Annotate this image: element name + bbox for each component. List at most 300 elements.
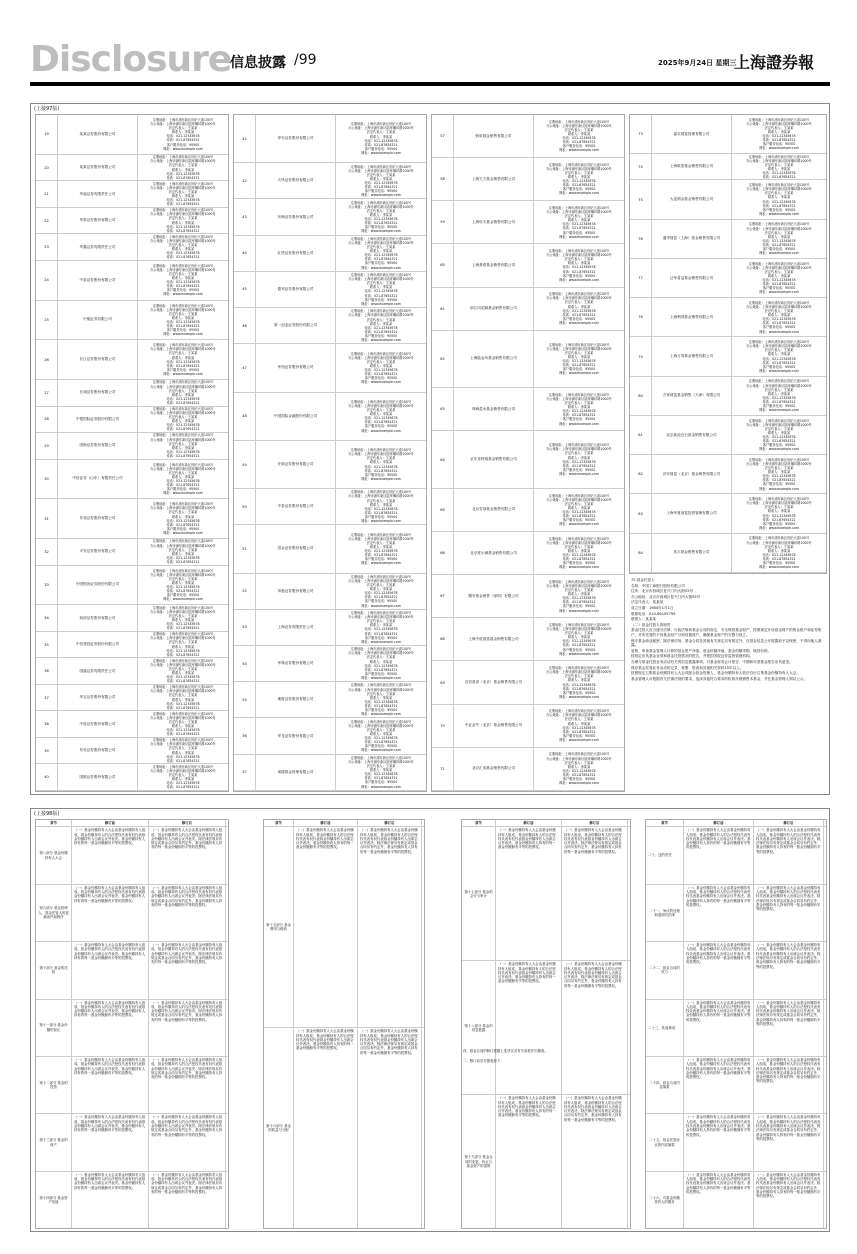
info-line: 客户服务电话：95500 [562, 144, 596, 149]
info-line: 办公地址：上海市浦东新区陆家嘴环路1000号 [746, 462, 812, 466]
info-line: 联系人：李某某 [171, 580, 195, 585]
info-line: 联系人：李某某 [369, 587, 393, 592]
info-line: 办公地址：上海市浦东新区陆家嘴环路1000号 [150, 609, 216, 614]
info-line: 客户服务电话：95500 [762, 246, 796, 251]
info-line: 电话：021-12345678 [562, 222, 596, 227]
chapter-name: 第十二部分 基金的投资 [36, 1057, 72, 1113]
notice-paragraph: 住所：北京市西城区复兴门内大街55号 [631, 589, 694, 594]
info-line: 传真：021-87654321 [166, 228, 200, 233]
chapter-name: 第十一部分 基金份额的登记 [36, 1000, 72, 1056]
info-line: 客户服务电话：95500 [762, 482, 796, 487]
info-line: 电话：021-12345678 [364, 699, 398, 704]
distributor-info [534, 392, 624, 427]
info-line: 网址：www.example.com [759, 211, 799, 216]
info-line: 电话：021-12345678 [364, 627, 398, 632]
row-number: 25 [36, 301, 58, 340]
info-line: 法定代表人：王某某 [366, 359, 396, 364]
distributor-name: 中泰证券股份有限公司 [256, 489, 336, 524]
row-number: 80 [630, 377, 652, 415]
table-row [234, 344, 426, 392]
info-line: 客户服务电话：95500 [762, 403, 796, 408]
info-line: 联系人：李某某 [567, 764, 591, 769]
info-line: 客户服务电话：95500 [364, 635, 398, 640]
info-line: 注册地址：上海市浦东新区世纪大道100号 [548, 119, 610, 124]
distributor-info [336, 236, 426, 271]
distributor-name: 德邦证券股份有限公司 [256, 272, 336, 307]
info-line: 联系人：李某某 [171, 671, 195, 675]
info-line: 法定代表人：王某某 [764, 269, 794, 274]
info-line: 电话：021-12345678 [562, 136, 596, 141]
table-row [234, 574, 426, 610]
distributor-info [732, 117, 826, 152]
distributor-name: 中信证券（山东）有限责任公司 [58, 460, 138, 499]
info-line: 办公地址：上海市浦东新区陆家嘴环路1000号 [546, 166, 612, 171]
distributor-name: 开源证券股份有限公司 [256, 441, 336, 488]
distributor-name: 国联证券股份有限公司 [58, 764, 138, 790]
info-line: 传真：021-87654321 [166, 732, 200, 737]
distributor-info [732, 378, 826, 413]
info-line: 联系人：李某某 [171, 276, 195, 281]
info-line: 办公地址：上海市浦东新区陆家嘴环路1000号 [348, 536, 414, 541]
info-line: 法定代表人：王某某 [366, 583, 396, 588]
table-row [646, 1114, 826, 1171]
table-row [234, 115, 426, 163]
distributor-name: 中泰证券股份有限公司 [58, 261, 138, 300]
table-row [36, 764, 228, 791]
info-line: 法定代表人：王某某 [764, 348, 794, 353]
after-text: （一）基金份额持有人大会由基金份额持有人组成，基金份额持有人的合法授权代表有权代表基金份额持有人出席会议并表决。除法律法规另有规定或基金合同另有约定外，基金份额持有人持有的每一基金份额拥有平等的投票权。 [754, 827, 824, 883]
distributor-info [138, 462, 228, 497]
info-line: 网址：www.example.com [361, 265, 401, 270]
chapter-name: 二十二、基金合同的效力 [646, 942, 684, 998]
info-line: 电话：021-12345678 [762, 474, 796, 479]
info-line: 传真：021-87654321 [166, 705, 200, 710]
info-line: 法定代表人：王某某 [366, 317, 396, 322]
info-line: 办公地址：上海市浦东新区陆家嘴环路1000号 [150, 347, 216, 352]
info-line: 电话：021-12345678 [166, 622, 200, 627]
info-line: 传真：021-87654321 [762, 556, 796, 561]
table-row [234, 441, 426, 489]
info-line: 客户服务电话：95500 [562, 467, 596, 472]
info-line: 客户服务电话：95500 [562, 690, 596, 695]
table-row [36, 155, 228, 182]
info-line: 传真：021-87654321 [364, 221, 398, 226]
table-row [432, 661, 624, 704]
info-line: 注册地址：上海市浦东新区世纪大道100号 [350, 236, 412, 241]
info-line: 办公地址：上海市浦东新区陆家嘴环路1000号 [150, 689, 216, 694]
table-row [646, 1172, 826, 1229]
info-line: 传真：021-87654321 [762, 138, 796, 143]
distributor-info [732, 154, 826, 180]
table-row [234, 755, 426, 791]
table-row [630, 455, 826, 494]
notice-paragraph: 法定代表人：某某某 [631, 600, 664, 605]
info-line: 电话：021-12345678 [762, 395, 796, 400]
distributor-info [534, 665, 624, 700]
distributor-name: 某某证券股份有限公司 [58, 115, 138, 154]
info-line: 联系人：李某某 [567, 549, 591, 554]
info-line: 法定代表人：王某某 [764, 230, 794, 235]
info-line: 法定代表人：王某某 [366, 727, 396, 732]
distributor-info [534, 579, 624, 614]
info-line: 法定代表人：王某某 [764, 387, 794, 392]
info-line: 客户服务电话：95500 [166, 288, 200, 293]
row-number: 54 [234, 646, 256, 681]
info-line: 法定代表人：王某某 [564, 674, 594, 679]
distributor-name: 第一创业证券股份有限公司 [256, 308, 336, 343]
info-line: 电话：021-12345678 [762, 552, 796, 557]
distributor-name: 大连网金基金销售有限公司 [652, 180, 732, 218]
distributor-name: 上海中欧财富基金销售有限公司 [454, 618, 534, 660]
info-line: 传真：021-87654321 [364, 142, 398, 147]
chapter-name: 第十三部分 基金的财产 [36, 1114, 72, 1170]
table-row [432, 201, 624, 244]
row-number: 61 [432, 288, 454, 330]
distributor-name: 中证金牛（北京）基金销售有限公司 [454, 705, 534, 747]
info-line: 办公地址：上海市浦东新区陆家嘴环路1000号 [746, 305, 812, 309]
info-line: 电话：021-12345678 [562, 358, 596, 363]
info-line: 法定代表人：王某某 [764, 162, 794, 167]
info-line: 联系人：李某某 [171, 551, 195, 556]
info-line: 网址：www.example.com [559, 651, 599, 656]
info-line: 法定代表人：王某某 [564, 214, 594, 219]
before-text: （一）基金份额持有人大会由基金份额持有人组成，基金份额持有人的合法授权代表有权代表基金份额持有人出席会议并表决。基金份额持有人持有的每一基金份额拥有平等的投票权。 [496, 1095, 562, 1228]
info-line: 注册地址：上海市浦东新区世纪大道100号 [748, 117, 810, 122]
distributor-info [336, 755, 426, 790]
info-line: 联系人：李某某 [767, 391, 791, 396]
distributor-info [138, 263, 228, 298]
table-row [646, 1000, 826, 1057]
table-row [36, 605, 228, 632]
notice-paragraph: 办理与基金托管业务活动有关的信息披露事项，对基金财务会计报告、中期和年度基金报告出具意见。 [631, 659, 793, 664]
info-line: 法定代表人：王某某 [564, 717, 594, 722]
info-line: 注册地址：上海市浦东新区世纪大道100号 [350, 647, 412, 652]
continued-label: (上接98版) [34, 811, 60, 817]
info-line: 法定代表人：王某某 [564, 588, 594, 593]
column-header: 修订前 [294, 820, 358, 826]
distributor-info [336, 121, 426, 156]
info-line: 法定代表人：王某某 [564, 350, 594, 355]
info-line: 办公地址：上海市浦东新区陆家嘴环路1000号 [348, 759, 414, 764]
chapter-name: 第九部分 基金管理人、基金托管人的更换条件和程序 [36, 885, 72, 941]
info-line: 电话：021-12345678 [562, 459, 596, 464]
info-line: 电话：021-12345678 [166, 198, 200, 203]
info-line: 网址：www.example.com [361, 337, 401, 342]
distributor-info [534, 119, 624, 154]
table-row [630, 220, 826, 259]
info-line: 电话：021-12345678 [562, 725, 596, 730]
distributor-info [732, 300, 826, 335]
row-number: 69 [432, 661, 454, 703]
info-line: 办公地址：上海市浦东新区陆家嘴环路1000号 [746, 501, 812, 506]
info-line: 传真：021-87654321 [364, 372, 398, 377]
info-line: 注册地址：上海市浦东新区世纪大道100号 [548, 249, 610, 254]
row-number: 36 [36, 658, 58, 684]
column-header: 章节 [462, 820, 496, 826]
info-line: 联系人：李某某 [567, 175, 591, 180]
info-line: 办公地址：上海市浦东新区陆家嘴环路1000号 [150, 159, 216, 164]
table-row [36, 234, 228, 261]
info-line: 注册地址：上海市浦东新区世纪大道100号 [350, 574, 412, 579]
page-number: /99 [294, 52, 317, 68]
table-row [432, 158, 624, 201]
after-text: （一）基金份额持有人大会由基金份额持有人组成，基金份额持有人的合法授权代表有权代表基金份额持有人出席会议并表决。除法律法规另有规定或基金合同另有约定外，基金份额持有人持有的每一基金份额拥有平等的投票权。 [754, 1114, 824, 1170]
distributor-info [336, 719, 426, 754]
info-line: 传真：021-87654321 [562, 514, 596, 519]
distributor-name: 中航证券有限公司 [58, 301, 138, 340]
info-line: 法定代表人：王某某 [168, 415, 198, 420]
info-line: 客户服务电话：95500 [364, 671, 398, 676]
column-header: 修订后 [358, 820, 422, 826]
distributor-name: 上海天天基金销售有限公司 [454, 158, 534, 200]
info-line: 办公地址：上海市浦东新区陆家嘴环路1000号 [348, 313, 414, 318]
info-line: 办公地址：上海市浦东新区陆家嘴环路1000号 [348, 126, 414, 131]
row-number: 23 [36, 234, 58, 260]
info-line: 客户服务电话：95500 [166, 593, 200, 598]
table-row [630, 180, 826, 219]
info-line: 注册地址：上海市浦东新区世纪大道100号 [748, 497, 810, 502]
info-line: 网址：www.example.com [361, 784, 401, 789]
info-line: 客户服务电话：95500 [562, 316, 596, 321]
info-line: 注册地址：上海市浦东新区世纪大道100号 [350, 273, 412, 278]
info-line: 客户服务电话：95500 [166, 367, 200, 372]
row-number: 45 [234, 272, 256, 307]
info-line: 网址：www.example.com [163, 146, 203, 151]
after-text: （一）基金份额持有人大会由基金份额持有人组成，基金份额持有人的合法授权代表有权代表基金份额持有人出席会议并表决。除法律法规另有规定或基金合同另有约定外，基金份额持有人持有的每一基金份额拥有平等的投票权。 [149, 827, 226, 883]
distributor-table [431, 114, 625, 792]
distributor-name: 上海好买基金销售有限公司 [454, 201, 534, 243]
distributor-info [138, 685, 228, 711]
after-text: （一）基金份额持有人大会由基金份额持有人组成，基金份额持有人的合法授权代表有权代表基金份额持有人出席会议并表决。除法律法规另有规定或基金合同另有约定外，基金份额持有人持有的每一基金份额拥有平等的投票权。 [754, 885, 824, 941]
info-line: 电话：021-12345678 [166, 781, 200, 786]
before-text: （一）基金份额持有人大会由基金份额持有人组成，基金份额持有人的合法授权代表有权代表基金份额持有人出席会议并表决。基金份额持有人持有的每一基金份额拥有平等的投票权。 [72, 1057, 149, 1113]
info-line: 网址：www.example.com [559, 320, 599, 325]
notice-paragraph: 基金托管人应当遵守法律、行政法规和基金合同的规定，安全保管基金财产，按照规定开设基金财产的资金账户和证券账户，对所托管的不同基金财产分别设置账户，确保基金财产的完整与独立。 [631, 628, 822, 637]
table-row [36, 208, 228, 235]
info-line: 注册地址：上海市浦东新区世纪大道100号 [748, 300, 810, 305]
info-line: 法定代表人：王某某 [168, 666, 198, 671]
distributor-name: 宜信普泽（北京）基金销售有限公司 [454, 661, 534, 703]
column-header: 修订后 [562, 820, 628, 826]
info-line: 网址：www.example.com [361, 229, 401, 234]
info-line: 注册地址：上海市浦东新区世纪大道100号 [152, 539, 214, 544]
table-row [646, 1057, 826, 1114]
row-number: 57 [432, 115, 454, 157]
row-number: 34 [36, 605, 58, 631]
row-number: 29 [36, 433, 58, 459]
table-row [234, 489, 426, 525]
info-line: 办公地址：上海市浦东新区陆家嘴环路1000号 [546, 447, 612, 452]
before-text: （一）基金份额持有人大会由基金份额持有人组成，基金份额持有人的合法授权代表有权代表基金份额持有人出席会议并表决。基金份额持有人持有的每一基金份额拥有平等的投票权。 [496, 961, 562, 1094]
before-text: （一）基金份额持有人大会由基金份额持有人组成，基金份额持有人的合法授权代表有权代表基金份额持有人出席会议并表决。基金份额持有人持有的每一基金份额拥有平等的投票权。 [72, 942, 149, 998]
info-line: 办公地址：上海市浦东新区陆家嘴环路1000号 [546, 210, 612, 215]
info-line: 传真：021-87654321 [562, 463, 596, 468]
row-number: 21 [36, 181, 58, 207]
distributor-name: 嘉实财富管理有限公司 [652, 115, 732, 153]
distributor-name: 珠海盈米基金销售有限公司 [454, 388, 534, 430]
info-line: 注册地址：上海市浦东新区世纪大道100号 [350, 532, 412, 537]
distributor-name: 中国银河证券股份有限公司 [58, 566, 138, 605]
after-text: （一）基金份额持有人大会由基金份额持有人组成，基金份额持有人的合法授权代表有权代表基金份额持有人出席会议并表决。除法律法规另有规定或基金合同另有约定外，基金份额持有人持有的每一基金份额拥有平等的投票权。 [149, 1172, 226, 1228]
info-line: 法定代表人：王某某 [564, 760, 594, 765]
info-line: 客户服务电话：95500 [364, 599, 398, 604]
info-line: 电话：021-12345678 [166, 728, 200, 733]
distributor-name: 长城证券股份有限公司 [58, 380, 138, 406]
info-line: 法定代表人：王某某 [168, 746, 198, 751]
info-line: 办公地址：上海市浦东新区陆家嘴环路1000号 [546, 583, 612, 588]
row-number: 74 [630, 154, 652, 179]
info-line: 注册地址：上海市浦东新区世纪大道100号 [152, 433, 214, 438]
info-line: 办公地址：上海市浦东新区陆家嘴环路1000号 [150, 212, 216, 217]
info-line: 注册地址：上海市浦东新区世纪大道100号 [350, 164, 412, 169]
info-line: 联系人：李某某 [567, 131, 591, 136]
row-number: 47 [234, 344, 256, 391]
info-line: 办公地址：上海市浦东新区陆家嘴环路1000号 [150, 384, 216, 389]
before-text: （一）基金份额持有人大会由基金份额持有人组成，基金份额持有人的合法授权代表有权代表基金份额持有人出席会议并表决。基金份额持有人持有的每一基金份额拥有平等的投票权。 [684, 1057, 754, 1113]
distributor-name: 申港证券股份有限公司 [256, 574, 336, 609]
info-line: 客户服务电话：95500 [364, 708, 398, 713]
distributor-name: 湘财证券股份有限公司 [256, 682, 336, 717]
table-header [646, 820, 826, 827]
info-line: 注册地址：上海市浦东新区世纪大道100号 [152, 568, 214, 573]
row-number: 49 [234, 441, 256, 488]
info-line: 客户服务电话：95500 [364, 261, 398, 266]
info-line: 办公地址：上海市浦东新区陆家嘴环路1000号 [746, 121, 812, 126]
distributor-info [336, 574, 426, 609]
distributor-table [629, 114, 827, 574]
info-line: 电话：021-12345678 [166, 423, 200, 428]
info-line: 网址：www.example.com [361, 150, 401, 155]
info-line: 注册地址：上海市浦东新区世纪大道100号 [152, 343, 214, 348]
info-line: 电话：021-12345678 [562, 509, 596, 514]
info-line: 联系人：李某某 [767, 509, 791, 514]
info-line: 办公地址：上海市浦东新区陆家嘴环路1000号 [348, 452, 414, 457]
distributor-info [732, 261, 826, 296]
distributor-name: 中国国际金融股份有限公司 [256, 393, 336, 440]
info-line: 传真：021-87654321 [166, 255, 200, 260]
chapter-name: 二十、违约责任 [646, 827, 684, 883]
lower-section [30, 808, 830, 1232]
before-text: （一）基金份额持有人大会由基金份额持有人组成，基金份额持有人的合法授权代表有权代表基金份额持有人出席会议并表决。基金份额持有人持有的每一基金份额拥有平等的投票权。 [684, 827, 754, 883]
info-line: 电话：021-12345678 [166, 555, 200, 560]
info-line: 电话：021-12345678 [364, 416, 398, 421]
info-line: 注册地址：上海市浦东新区世纪大道100号 [748, 536, 810, 541]
row-number: 68 [432, 618, 454, 660]
distributor-name: 上海陆金所基金销售有限公司 [454, 331, 534, 388]
info-line: 传真：021-87654321 [762, 517, 796, 522]
comparison-table [461, 819, 631, 1229]
distributor-info [138, 155, 228, 181]
row-number: 79 [630, 337, 652, 375]
info-line: 办公地址：上海市浦东新区陆家嘴环路1000号 [150, 572, 216, 577]
info-line: 传真：021-87654321 [166, 679, 200, 684]
info-line: 网址：www.example.com [163, 597, 203, 602]
info-line: 注册地址：上海市浦东新区世纪大道100号 [548, 392, 610, 397]
table-row [234, 272, 426, 308]
table-row [36, 181, 228, 208]
comparison-table [263, 819, 425, 1229]
info-line: 传真：021-87654321 [562, 363, 596, 368]
info-line: 注册地址：上海市浦东新区世纪大道100号 [748, 340, 810, 345]
info-line: 联系人：李某某 [369, 176, 393, 181]
info-line: 法定代表人：王某某 [564, 257, 594, 262]
info-line: 传真：021-87654321 [166, 453, 200, 458]
table-header [462, 820, 630, 827]
row-number: 35 [36, 632, 58, 658]
info-line: 联系人：李某某 [567, 405, 591, 410]
info-line: 传真：021-87654321 [562, 600, 596, 605]
info-line: 电话：021-12345678 [166, 675, 200, 680]
row-number: 27 [36, 380, 58, 406]
info-line: 联系人：李某某 [567, 635, 591, 640]
info-line: 联系人：李某某 [369, 212, 393, 217]
info-line: 电话：021-12345678 [562, 308, 596, 313]
info-line: 联系人：李某某 [767, 234, 791, 239]
info-line: 联系人：李某某 [369, 502, 393, 507]
table-row [630, 154, 826, 180]
table-row [264, 1028, 424, 1229]
info-line: 法定代表人：王某某 [366, 408, 396, 413]
info-line: 电话：021-12345678 [562, 409, 596, 414]
info-line: 联系人：李某某 [171, 392, 195, 397]
row-number: 41 [234, 115, 256, 162]
info-line: 联系人：李某某 [171, 697, 195, 702]
info-line: 传真：021-87654321 [364, 740, 398, 745]
info-line: 注册地址：上海市浦东新区世纪大道100号 [152, 711, 214, 716]
info-line: 传真：021-87654321 [166, 363, 200, 368]
info-line: 法定代表人：王某某 [168, 510, 198, 515]
info-line: 联系人：李某某 [567, 218, 591, 223]
info-line: 传真：021-87654321 [762, 360, 796, 365]
info-line: 注册地址：上海市浦东新区世纪大道100号 [548, 536, 610, 541]
info-line: 办公地址：上海市浦东新区陆家嘴环路1000号 [746, 187, 812, 192]
info-line: 网址：www.example.com [361, 748, 401, 753]
info-line: 电话：021-12345678 [364, 506, 398, 511]
chapter-name: 二十六、对基金份额持有人的服务 [646, 1172, 684, 1228]
info-line: 注册地址：上海市浦东新区世纪大道100号 [152, 234, 214, 239]
info-line: 办公地址：上海市浦东新区陆家嘴环路1000号 [546, 253, 612, 258]
notice-paragraph: 成立日期：1984年1月1日 [631, 605, 674, 610]
info-line: 联系人：李某某 [567, 592, 591, 597]
chapter-name: 第十四部分 基金资产估值 [36, 1172, 72, 1228]
info-line: 注册地址：上海市浦东新区世纪大道100号 [748, 222, 810, 227]
info-line: 网址：www.example.com [559, 148, 599, 153]
info-line: 法定代表人：王某某 [366, 691, 396, 696]
distributor-name: 红塔证券股份有限公司 [256, 236, 336, 271]
distributor-name: 华鑫证券有限责任公司 [58, 234, 138, 260]
info-line: 电话：021-12345678 [364, 772, 398, 777]
table-row [432, 575, 624, 618]
info-line: 法定代表人：王某某 [168, 693, 198, 698]
distributor-table [35, 114, 229, 792]
info-line: 电话：021-12345678 [364, 217, 398, 222]
row-number: 57 [234, 755, 256, 790]
distributor-name: 诺德基金管理有限公司 [256, 755, 336, 790]
info-line: 网址：www.example.com [559, 421, 599, 426]
table-row [432, 288, 624, 331]
info-line: 联系人：李某某 [369, 363, 393, 368]
info-line: 注册地址：上海市浦东新区世纪大道100号 [548, 666, 610, 671]
info-line: 电话：021-12345678 [166, 171, 200, 176]
table-row [432, 431, 624, 489]
distributor-info [138, 632, 228, 658]
brand-logo: Disclosure [30, 39, 232, 80]
distributor-name: 北京汇成基金销售有限公司 [454, 748, 534, 790]
info-line: 注册地址：上海市浦东新区世纪大道100号 [548, 162, 610, 167]
notice-heading: 72.基金托管人 [631, 578, 655, 582]
comparison-table [645, 819, 827, 1229]
row-number: 65 [432, 489, 454, 531]
